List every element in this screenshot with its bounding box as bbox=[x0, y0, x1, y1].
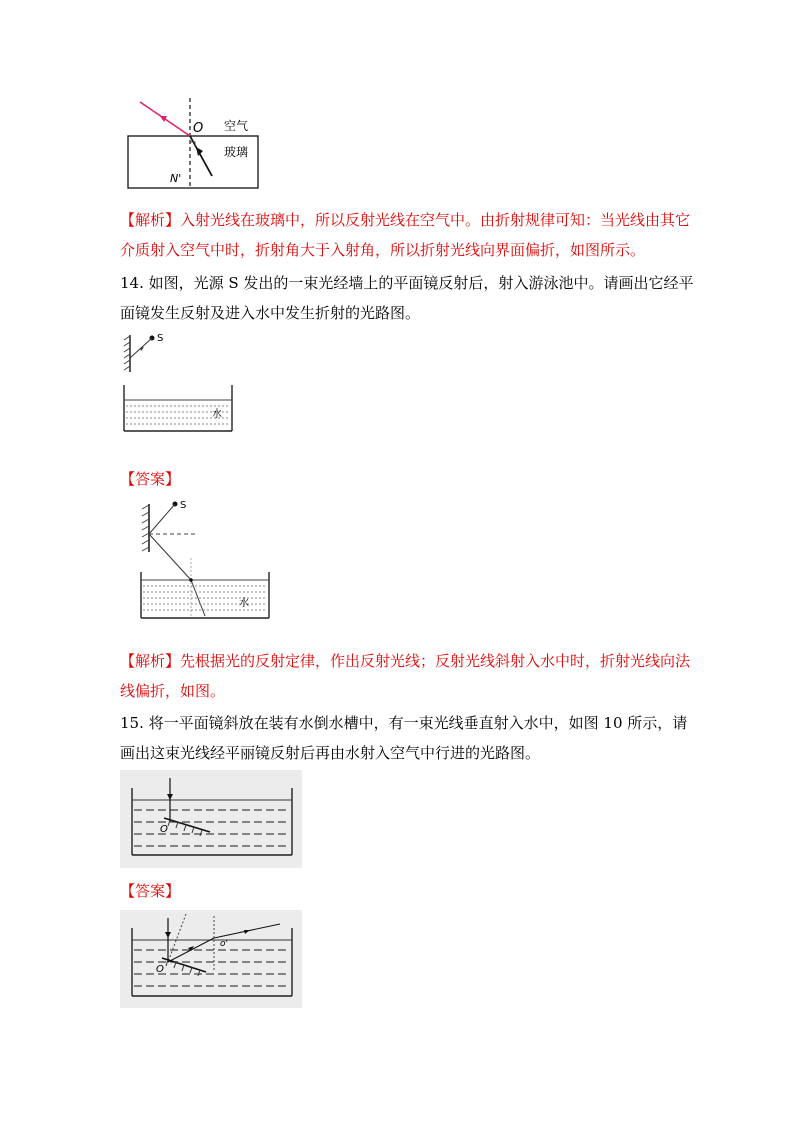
analysis-14-text: 先根据光的反射定律，作出反射光线；反射光线斜射入水中时，折射光线向法线偏折，如图。 bbox=[120, 652, 691, 700]
figure-15-question bbox=[120, 770, 302, 868]
question-15: 15. 将一平面镜斜放在装有水倒水槽中，有一束光线垂直射入水中，如图 10 所示，请画出这束光线经平丽镜反射后再由水射入空气中行进的光路图。 bbox=[120, 714, 688, 762]
answer-label-water: 水 bbox=[239, 598, 249, 609]
label-water: 水 bbox=[212, 409, 222, 420]
analysis-14 bbox=[120, 646, 700, 706]
analysis-13-tag: 【解析】 bbox=[120, 211, 181, 229]
answer-label-o-15: O bbox=[156, 964, 164, 975]
label-o: O bbox=[193, 121, 204, 136]
question-14: 14. 如图，光源 S 发出的一束光经墙上的平面镜反射后，射入游泳池中。请画出它经平面镜发生反射及进入水中发生折射的光路图。 bbox=[120, 274, 694, 322]
label-o-15: O bbox=[160, 824, 168, 835]
answer-label-o2-15: o' bbox=[220, 939, 228, 949]
answer-14-tag: 【答案】 bbox=[120, 470, 181, 488]
label-air: 空气 bbox=[224, 119, 249, 133]
label-n: N' bbox=[170, 172, 182, 185]
figure-14-question bbox=[120, 330, 240, 438]
figure-13-refraction bbox=[120, 90, 280, 195]
analysis-13 bbox=[120, 205, 700, 265]
analysis-13-text: 入射光线在玻璃中，所以反射光线在空气中。由折射规律可知：当光线由其它介质射入空气中时，折射角大于入射角，所以折射光线向界面偏折，如图所示。 bbox=[120, 211, 691, 259]
label-glass: 玻璃 bbox=[224, 145, 249, 159]
analysis-14-tag: 【解析】 bbox=[120, 652, 181, 670]
figure-15-answer bbox=[120, 910, 302, 1008]
answer-label-s: S bbox=[180, 500, 187, 511]
figure-14-answer bbox=[135, 496, 275, 622]
answer-15-tag: 【答案】 bbox=[120, 882, 181, 900]
label-s: S bbox=[157, 333, 164, 344]
